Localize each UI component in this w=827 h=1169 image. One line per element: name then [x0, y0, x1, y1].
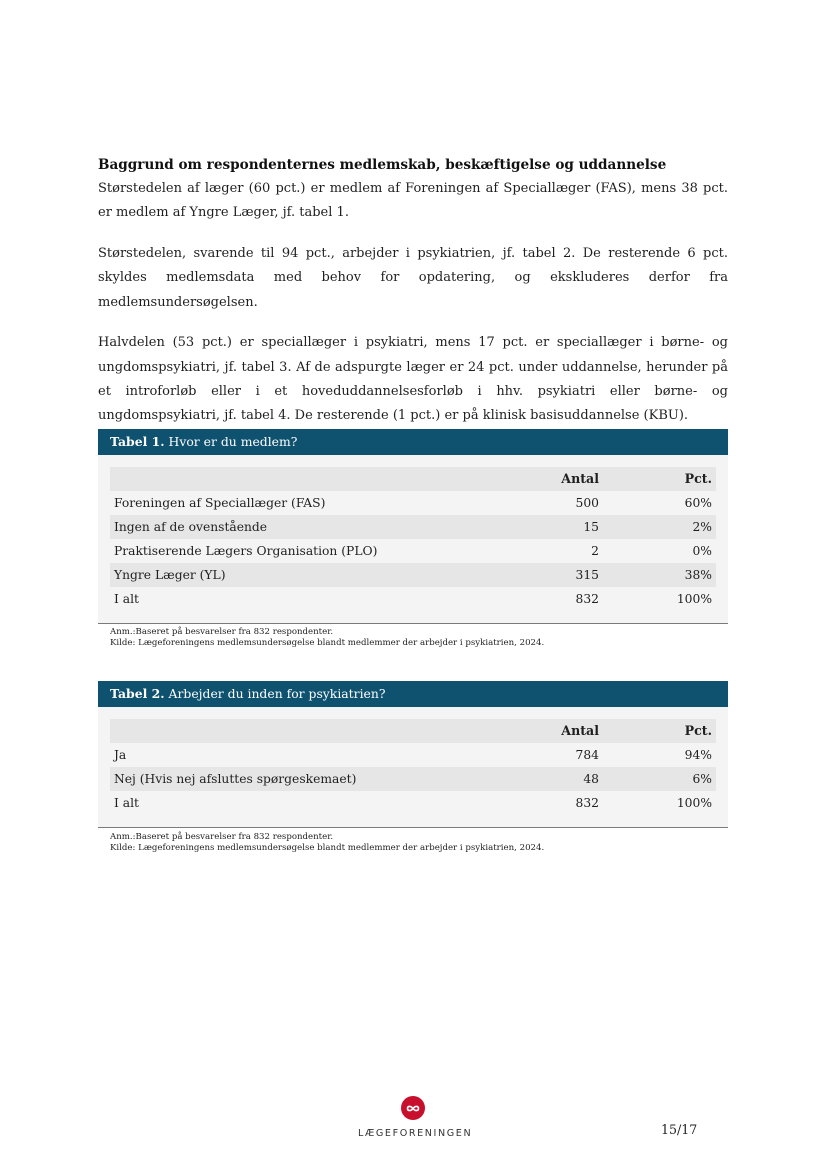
- table-row-total: [110, 791, 716, 815]
- table-2-note: Anm.:Baseret på besvarelser fra 832 respondenter.: [110, 832, 334, 842]
- table-2-notes: [110, 832, 544, 854]
- table-row: [110, 743, 716, 767]
- column-header-antal: Antal: [561, 723, 599, 738]
- row-antal: 500: [575, 496, 599, 510]
- row-pct: 2%: [692, 520, 712, 534]
- table-1-note: Anm.:Baseret på besvarelser fra 832 respondenter.: [110, 627, 334, 637]
- row-pct: 100%: [676, 796, 712, 810]
- page-number: 15/17: [661, 1122, 698, 1137]
- row-label: Foreningen af Speciallæger (FAS): [114, 496, 326, 510]
- row-antal: 48: [583, 772, 599, 786]
- laegeforeningen-logo-icon: [401, 1096, 425, 1120]
- table-1-title: Hvor er du medlem?: [168, 434, 298, 449]
- row-antal: 832: [575, 592, 599, 606]
- row-label: Nej (Hvis nej afsluttes spørgeskemaet): [114, 772, 357, 786]
- table-2-label: Tabel 2.: [110, 686, 165, 701]
- row-label: I alt: [114, 592, 139, 606]
- row-pct: 100%: [676, 592, 712, 606]
- table-1-notes: [110, 627, 544, 649]
- row-label: Praktiserende Lægers Organisation (PLO): [114, 544, 378, 558]
- table-2-title-bar: [98, 681, 728, 707]
- table-2-body: [98, 707, 728, 828]
- table-1-label: Tabel 1.: [110, 434, 165, 449]
- table-row: [110, 563, 716, 587]
- table-row: [110, 539, 716, 563]
- row-antal: 2: [591, 544, 599, 558]
- table-row: [110, 491, 716, 515]
- table-1-body: [98, 455, 728, 624]
- column-header-pct: Pct.: [684, 723, 712, 738]
- row-label: I alt: [114, 796, 139, 810]
- table-row: [110, 767, 716, 791]
- table-row: [110, 515, 716, 539]
- row-label: Ingen af de ovenstående: [114, 520, 268, 534]
- row-antal: 15: [583, 520, 599, 534]
- row-pct: 60%: [684, 496, 712, 510]
- table-2-header-row: [110, 719, 716, 743]
- column-header-antal: Antal: [561, 471, 599, 486]
- row-label: Ja: [114, 748, 127, 762]
- table-row-total: [110, 587, 716, 611]
- paragraph-membership: Størstedelen af læger (60 pct.) er medlem af Foreningen af Speciallæger (FAS), mens 38 pct. er medlem af Yngre Læger, jf. tabel 1.: [98, 181, 728, 221]
- table-2-title: Arbejder du inden for psykiatrien?: [168, 686, 386, 701]
- table-1-title-bar: [98, 429, 728, 455]
- table-1-source: Kilde: Lægeforeningens medlemsundersøgelse blandt medlemmer der arbejder i psykiatrien, 2024.: [110, 638, 545, 648]
- row-antal: 832: [575, 796, 599, 810]
- row-pct: 0%: [692, 544, 712, 558]
- table-2: [98, 681, 728, 828]
- row-pct: 94%: [684, 748, 712, 762]
- row-antal: 784: [575, 748, 599, 762]
- column-header-pct: Pct.: [684, 471, 712, 486]
- table-1-header-row: [110, 467, 716, 491]
- paragraph-education: Halvdelen (53 pct.) er speciallæger i psykiatri, mens 17 pct. er speciallæger i børne- og ungdomspsykiatri, jf. tabel 3. Af de adspurgte læger er 24 pct. under uddannelse, herunder på et introforløb eller i et hoveduddannelsesforløb i hhv. psykiatri eller børne- og ungdomspsykiatri, jf. tabel 4. De resterende (1 pct.) er på klinisk basisuddannelse (KBU).: [98, 335, 728, 424]
- table-1: [98, 429, 728, 624]
- row-antal: 315: [575, 568, 599, 582]
- table-2-source: Kilde: Lægeforeningens medlemsundersøgelse blandt medlemmer der arbejder i psykiatrien, 2024.: [110, 843, 545, 853]
- row-label: Yngre Læger (YL): [114, 568, 226, 582]
- row-pct: 6%: [692, 772, 712, 786]
- section-heading: Baggrund om respondenternes medlemskab, beskæftigelse og uddannelse: [98, 157, 667, 173]
- paragraph-employment: Størstedelen, svarende til 94 pct., arbejder i psykiatrien, jf. tabel 2. De resterende 6 pct. skyldes medlemsdata med behov for opdatering, og ekskluderes derfor fra medlemsundersøgelsen.: [98, 246, 728, 310]
- row-pct: 38%: [684, 568, 712, 582]
- brand-name: LÆGEFORENINGEN: [358, 1128, 473, 1139]
- body-text: [98, 157, 728, 445]
